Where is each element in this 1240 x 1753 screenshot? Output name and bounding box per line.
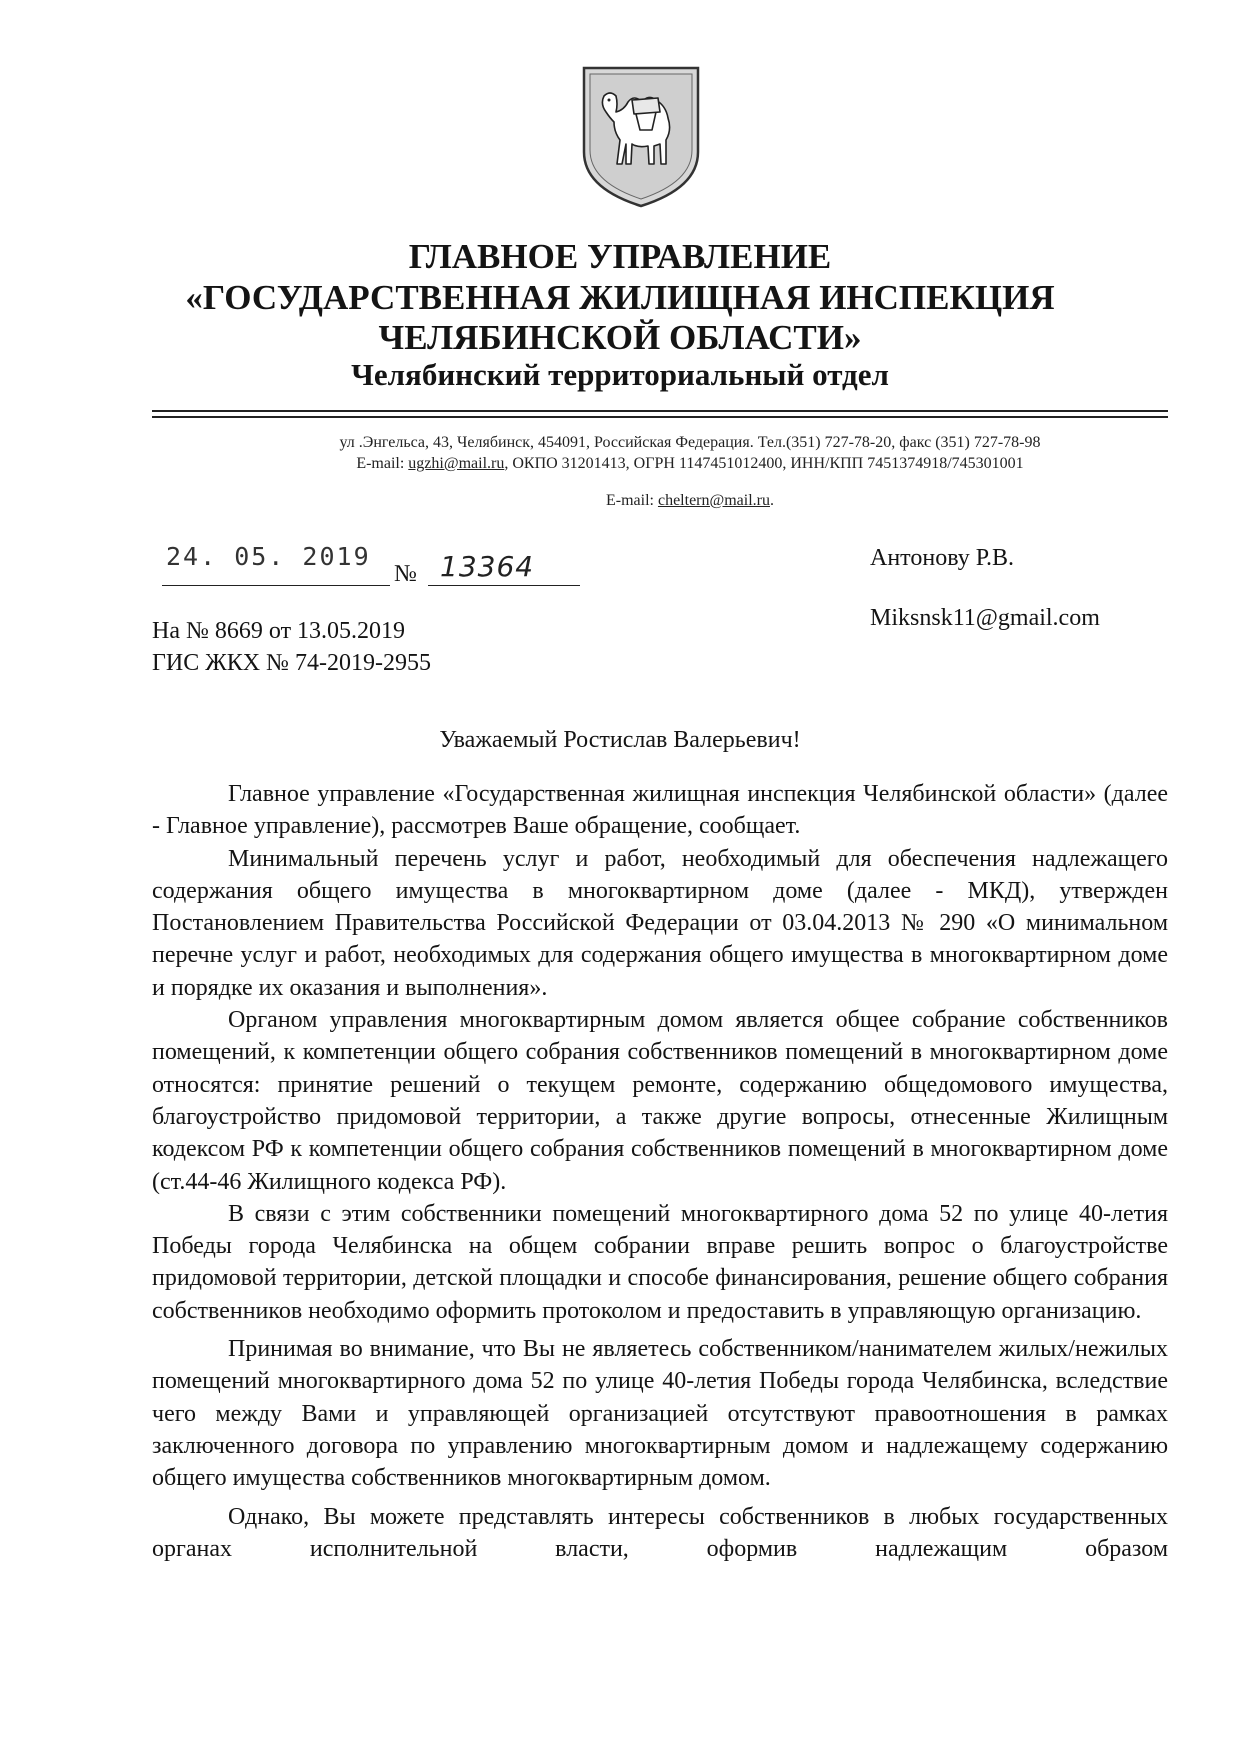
recipient-email: Miksnsk11@gmail.com [870, 605, 1100, 631]
header-rule-bottom [152, 416, 1168, 418]
body-paragraph-3: Органом управления многоквартирным домом является общее собрание собственников помещений, к компетенции общего собрания собственников помещений в многоквартирном доме относятся: принятие решений о текущем ремонте, содержанию общедомового имущества, благоустройство придомовой территории, а также другие вопросы, отнесенные Жилищным кодексом РФ к компетенции общего собрания собственников помещений в многоквартирном доме (ст.44-46 Жилищного кодекса РФ). [152, 1007, 1168, 1195]
body-paragraph-4: В связи с этим собственники помещений многоквартирного дома 52 по улице 40-летия Победы города Челябинска на общем собрании вправе решить вопрос о благоустройстве придомовой территории, детской площадки и способе финансирования, решение общего собрания собственников необходимо оформить протоколом и предоставить в управляющую организацию. [152, 1200, 1168, 1324]
header-rule-top [152, 410, 1168, 412]
number-sign: № [394, 561, 417, 587]
department-title: Челябинский территориальный отдел [351, 357, 889, 392]
registration-number: 13364 [440, 550, 535, 583]
dept-email-label: E-mail: [605, 492, 654, 509]
registration-date: 24. 05. 2019 [166, 542, 371, 571]
letter-body [152, 778, 1168, 1565]
body-paragraph-2: Минимальный перечень услуг и работ, необходимый для обеспечения надлежащего содержания общего имущества в многоквартирном доме (далее - МКД), утвержден Постановлением Правительства Российской Федерации от 03.04.2013 № 290 «О минимальном перечне услуг и работ, необходимых для содержания общего имущества в многоквартирном доме и порядке их оказания и выполнения». [152, 845, 1168, 1001]
date-underline [162, 585, 390, 586]
address-line: ул .Энгельса, 43, Челябинск, 454091, Российская Федерация. Тел.(351) 727-78-20, факс (351) 727-78-98 [339, 434, 1041, 451]
dept-email-suffix: . [770, 492, 774, 509]
email-label: E-mail: [356, 455, 405, 472]
contact-codes-line [200, 453, 1180, 474]
codes-text: , ОКПО 31201413, ОГРН 1147451012400, ИНН/КПП 7451374918/745301001 [504, 455, 1024, 472]
org-title-line-2: «ГОСУДАРСТВЕННАЯ ЖИЛИЩНАЯ ИНСПЕКЦИЯ [185, 278, 1055, 317]
coat-of-arms-emblem [576, 60, 706, 210]
body-paragraph-5: Принимая во внимание, что Вы не являетесь собственником/нанимателем жилых/нежилых помещений многоквартирного дома 52 по улице 40-летия Победы города Челябинска, вследствие чего между Вами и управляющей организацией отсутствуют правоотношения в рамках заключенного договора по управлению многоквартирным домом и надлежащему содержанию общего имущества собственников многоквартирным домом. [152, 1336, 1168, 1492]
recipient-name: Антонову Р.В. [870, 545, 1015, 571]
org-title-line-1: ГЛАВНОЕ УПРАВЛЕНИЕ [408, 237, 832, 276]
dept-email-line [200, 490, 1180, 511]
body-paragraph-6: Однако, Вы можете представлять интересы собственников в любых государственных органах исполнительной власти, оформив надлежащим образом [152, 1503, 1168, 1562]
org-title-line-3: ЧЕЛЯБИНСКОЙ ОБЛАСТИ» [378, 318, 862, 357]
reference-line-1: На № 8669 от 13.05.2019 [152, 618, 406, 644]
body-paragraph-1: Главное управление «Государственная жилищная инспекция Челябинской области» (далее - Главное управление), рассмотрев Ваше обращение, сообщает. [152, 781, 1168, 840]
reference-line-2: ГИС ЖКХ № 74-2019-2955 [152, 650, 431, 676]
dept-email-link[interactable]: cheltern@mail.ru [657, 492, 770, 509]
greeting: Уважаемый Ростислав Валерьевич! [439, 727, 801, 753]
email-link[interactable]: ugzhi@mail.ru [408, 455, 505, 472]
number-underline [428, 585, 580, 586]
